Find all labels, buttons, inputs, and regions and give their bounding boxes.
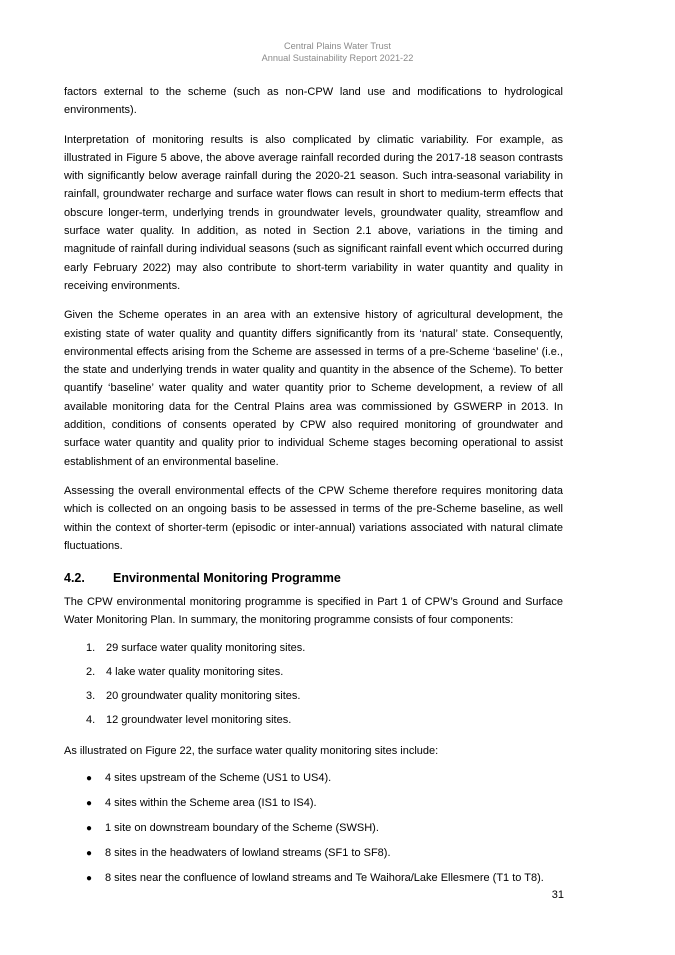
header-subtitle: Annual Sustainability Report 2021-22 [261, 53, 414, 63]
section-title: Environmental Monitoring Programme [113, 571, 341, 586]
list-item-text: 4 sites upstream of the Scheme (US1 to US4). [105, 772, 332, 785]
list-item-text: 8 sites near the confluence of lowland streams and Te Waihora/Lake Ellesmere (T1 to T8). [105, 872, 544, 885]
list-item [86, 689, 563, 703]
header-title: Central Plains Water Trust [284, 41, 391, 51]
list-item [86, 821, 563, 836]
list-item [86, 641, 563, 655]
list-number: 3. [86, 689, 96, 702]
list-item-text: 8 sites in the headwaters of lowland streams (SF1 to SF8). [105, 847, 391, 860]
bullet-icon: ● [86, 848, 93, 860]
list-number: 4. [86, 713, 96, 726]
list-item-text: 4 sites within the Scheme area (IS1 to IS4). [105, 797, 317, 810]
bullet-icon: ● [86, 798, 93, 810]
sites-list [64, 771, 563, 886]
list-number: 2. [86, 665, 96, 678]
paragraph: Assessing the overall environmental effects of the CPW Scheme therefore requires monitoring data which is collected on an ongoing basis to be assessed in terms of the pre-Scheme baseline, as well within the context of shorter-term (episodic or inter-annual) variations associated with natural climate fluctuations. [64, 484, 563, 552]
list-item [86, 771, 563, 786]
bullet-icon: ● [86, 873, 93, 885]
paragraph: Given the Scheme operates in an area with an extensive history of agricultural development, the existing state of water quality and quantity differs significantly from its ‘natural’ state. Consequently, environmental effects arising from the Scheme are assessed in terms of a pre-Scheme ‘baseline’ (i.e., the state and underlying trends in water quality and quantity in the absence of the Scheme). To better quantify ‘baseline’ water quality and water quantity prior to Scheme development, a review of all available monitoring data for the Central Plains area was commissioned by GSWERP in 2013. In addition, conditions of consents operated by CPW also required monitoring of groundwater and surface water quantity and quality prior to individual Scheme stages becoming operational to assist establishment of an environmental baseline. [64, 309, 563, 468]
list-item [86, 665, 563, 679]
components-list [64, 641, 563, 727]
list-item-text: 29 surface water quality monitoring sites. [106, 641, 306, 654]
section-number: 4.2. [64, 571, 85, 586]
bullet-icon: ● [86, 773, 93, 785]
bullet-icon: ● [86, 823, 93, 835]
page-header [0, 40, 675, 64]
page-content [64, 83, 563, 896]
section-intro: The CPW environmental monitoring programme is specified in Part 1 of CPW’s Ground and Surface Water Monitoring Plan. In summary, the monitoring programme consists of four components: [64, 596, 563, 627]
list-item [86, 846, 563, 861]
sites-intro: As illustrated on Figure 22, the surface water quality monitoring sites include: [64, 744, 439, 757]
list-item-text: 4 lake water quality monitoring sites. [106, 665, 284, 678]
list-item [86, 713, 563, 727]
list-item [86, 871, 563, 886]
paragraph: Interpretation of monitoring results is also complicated by climatic variability. For example, as illustrated in Figure 5 above, the above average rainfall recorded during the 2017-18 season contrasts with significantly below average rainfall during the 2020-21 season. Such intra-seasonal variability in rainfall, groundwater recharge and surface water flows can result in short to medium-term effects that obscure longer-term, underlying trends in groundwater levels, groundwater quality, streamflow and surface water quality. In addition, as noted in Section 2.1 above, variations in the timing and magnitude of rainfall during individual seasons (such as significant rainfall event which occurred during early February 2022) may also contribute to short-term variability in water quantity and quality in receiving environments. [64, 133, 563, 292]
page-number: 31 [551, 889, 564, 901]
list-item [86, 796, 563, 811]
list-item-text: 1 site on downstream boundary of the Scheme (SWSH). [105, 822, 379, 835]
section-heading [64, 569, 563, 587]
list-item-text: 12 groundwater level monitoring sites. [106, 713, 292, 726]
paragraph: factors external to the scheme (such as non-CPW land use and modifications to hydrological environments). [64, 86, 563, 117]
list-item-text: 20 groundwater quality monitoring sites. [106, 689, 301, 702]
list-number: 1. [86, 641, 96, 654]
